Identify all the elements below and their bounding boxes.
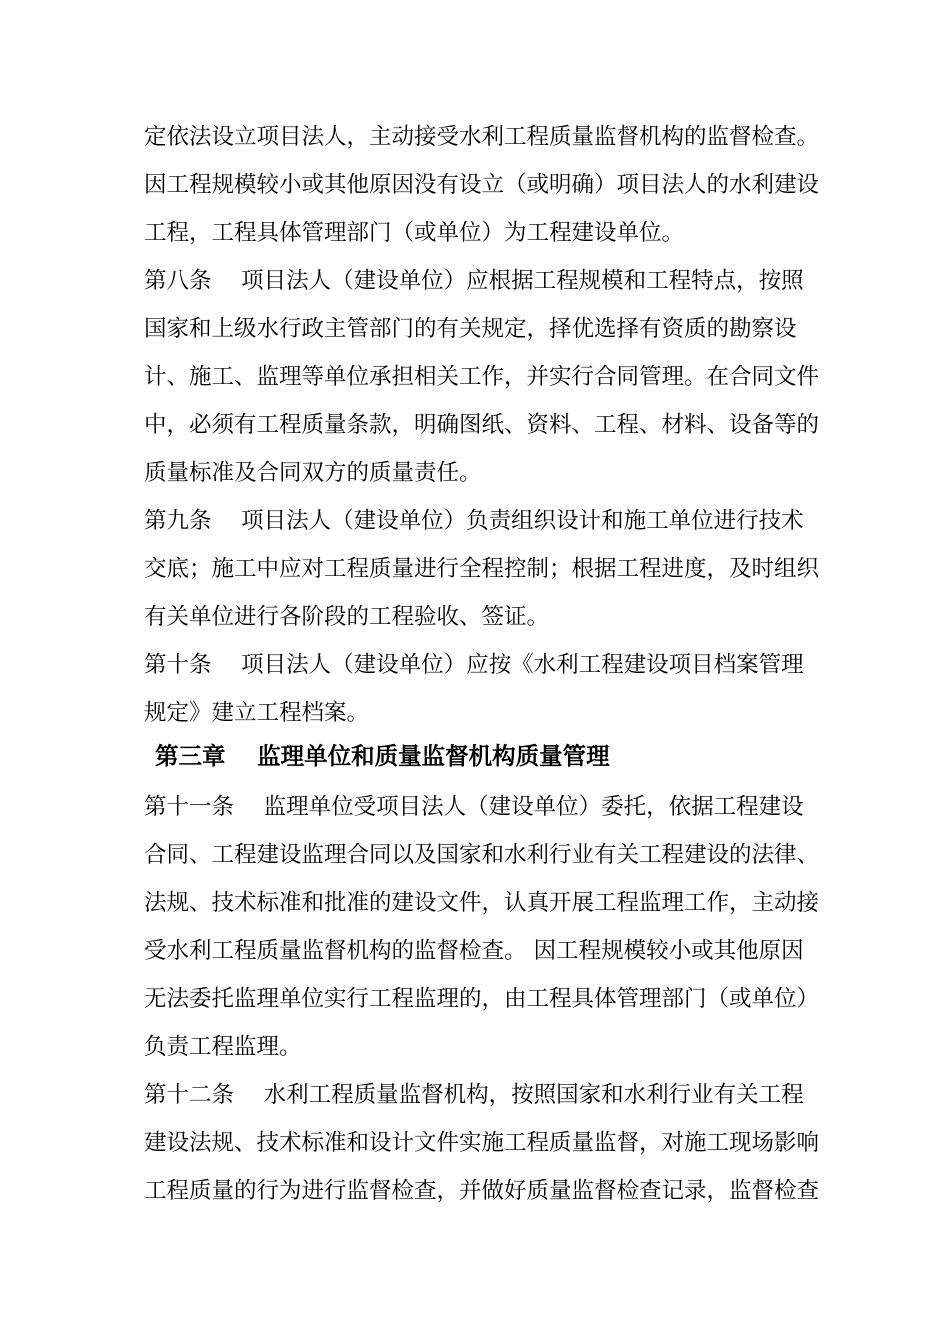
body-line: 工程，工程具体管理部门（或单位）为工程建设单位。: [144, 220, 685, 246]
body-line: 因工程规模较小或其他原因没有设立（或明确）项目法人的水利建设: [144, 172, 820, 198]
body-line: 建设法规、技术标准和设计文件实施工程质量监督，对施工现场影响: [144, 1130, 820, 1156]
body-line: 计、施工、监理等单位承担相关工作，并实行合同管理。在合同文件: [144, 364, 820, 390]
body-line: 法规、技术标准和批准的建设文件，认真开展工程监理工作，主动接: [144, 890, 820, 916]
article-12-first-line: 第十二条 水利工程质量监督机构，按照国家和水利行业有关工程: [144, 1082, 804, 1108]
body-line: 有关单位进行各阶段的工程验收、签证。: [144, 604, 550, 630]
body-line: 国家和上级水行政主管部门的有关规定，择优选择有资质的勘察设: [144, 316, 797, 342]
body-line: 负责工程监理。: [144, 1034, 302, 1060]
body-line: 质量标准及合同双方的质量责任。: [144, 460, 482, 486]
body-line: 交底；施工中应对工程质量进行全程控制；根据工程进度，及时组织: [144, 556, 820, 582]
body-line: 定依法设立项目法人，主动接受水利工程质量监督机构的监督检查。: [144, 124, 820, 150]
body-line: 规定》建立工程档案。: [144, 700, 370, 726]
body-line: 中，必须有工程质量条款，明确图纸、资料、工程、材料、设备等的: [144, 412, 820, 438]
article-9-first-line: 第九条 项目法人（建设单位）负责组织设计和施工单位进行技术: [144, 508, 804, 534]
body-line: 无法委托监理单位实行工程监理的，由工程具体管理部门（或单位）: [144, 986, 820, 1012]
body-line: 工程质量的行为进行监督检查，并做好质量监督检查记录，监督检查: [144, 1178, 820, 1204]
body-line: 受水利工程质量监督机构的监督检查。 因工程规模较小或其他原因: [144, 938, 804, 964]
article-10-first-line: 第十条 项目法人（建设单位）应按《水利工程建设项目档案管理: [144, 652, 804, 678]
article-11-first-line: 第十一条 监理单位受项目法人（建设单位）委托，依据工程建设: [144, 794, 804, 820]
body-line: 合同、工程建设监理合同以及国家和水利行业有关工程建设的法律、: [144, 842, 820, 868]
article-8-first-line: 第八条 项目法人（建设单位）应根据工程规模和工程特点，按照: [144, 268, 804, 294]
chapter-heading: 第三章 监理单位和质量监督机构质量管理: [155, 742, 610, 770]
